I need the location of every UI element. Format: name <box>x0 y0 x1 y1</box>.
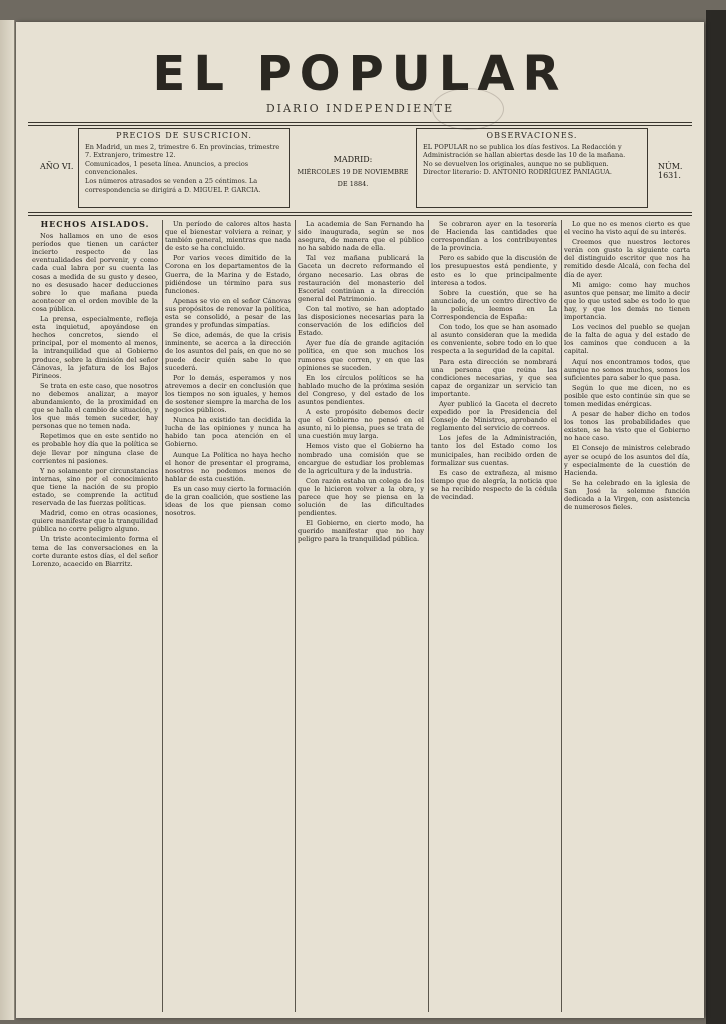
article-paragraph: Creemos que nuestros lectores verán con gusto la siguiente carta del distinguido escritor que nos ha remitido desde Alcalá, con fecha del día de ayer. <box>564 238 690 279</box>
column-heading: HECHOS AISLADOS. <box>40 220 150 229</box>
observations-box <box>416 128 648 208</box>
article-paragraph: Es caso de extrañeza, al mismo tiempo que de alegría, la noticia que se ha recibido respecto de la cédula de vecindad. <box>431 468 557 501</box>
issue-number: NÚM. 1631. <box>658 162 683 180</box>
article-paragraph: Se cobraron ayer en la tesorería de Hacienda las cantidades que correspondían a los contribuyentes de la provincia. <box>431 220 557 253</box>
column-divider <box>162 220 163 1012</box>
article-paragraph: Los vecinos del pueblo se quejan de la falta de agua y del estado de los caminos que conducen a la capital. <box>564 323 690 356</box>
article-paragraph: Mi amigo: como hay muchos asuntos que pensar, me limito a decir que lo que usted sabe es todo lo que hay, y que los demás no tienen importancia. <box>564 280 690 322</box>
article-paragraph: Y no solamente por circunstancias internas, sino por el conocimiento que tiene la nación de su propio estado, se comprende la actitud reservada de las fuerzas políticas. <box>32 466 158 508</box>
article-paragraph: Un período de calores altos hasta que el bienestar volviera a reinar, y también general, mientras que nada de esto se ha concluido. <box>165 220 291 253</box>
observations-line: No se devuelven los originales, aunque no se publiquen. <box>423 159 609 168</box>
article-paragraph: Según lo que me dicen, no es posible que esto continúe sin que se tomen medidas enérgicas. <box>564 383 690 408</box>
column-1 <box>32 220 158 1012</box>
article-paragraph: Ayer fue día de grande agitación política, en que son muchos los rumores que corren, y en que las opiniones se suceden. <box>298 339 424 372</box>
newspaper-subtitle: DIARIO INDEPENDIENTE <box>265 102 455 115</box>
subscription-line: Los números atrasados se venden a 25 céntimos. La correspondencia se dirigirá a D. MIGUEL P. GARCIA. <box>85 176 261 194</box>
article-paragraph: Ayer publicó la Gaceta el decreto expedido por la Presidencia del Consejo de Ministros, aprobando el reglamento del servicio de correos. <box>431 399 557 433</box>
header-rule <box>28 215 692 216</box>
article-paragraph: La academia de San Fernando ha sido inaugurada, según se nos asegura, de manera que el público no ha sabido nada de ella. <box>298 220 424 253</box>
observations-director: Director literario: D. ANTONIO RODRÍGUEZ PANIAGUA. <box>423 168 612 177</box>
subscription-line: En Madrid, un mes 2, trimestre 6. En provincias, trimestre 7. Extranjero, trimestre 12. <box>85 142 280 160</box>
article-paragraph: Nunca ha existido tan decidida la lucha de las opiniones y nunca ha habido tan poca atención en el Gobierno. <box>165 416 291 449</box>
article-paragraph: Sobre la cuestión, que se ha anunciado, de un centro directivo de la policía, leemos en La Correspondencia de España: <box>431 288 557 322</box>
article-paragraph: Es un caso muy cierto la formación de la gran coalición, que sostiene las ideas de los que piensan como nosotros. <box>165 484 291 518</box>
subscription-title: PRECIOS DE SUSCRICION. <box>116 131 252 140</box>
column-divider <box>428 220 429 1012</box>
article-columns <box>32 220 692 1012</box>
article-paragraph: Por varios veces dimitido de la Corona en los departamentos de la Guerra, de la Marina y de Estado, pidiéndose un término para sus funciones. <box>165 254 291 295</box>
column-divider <box>295 220 296 1012</box>
observations-line: EL POPULAR no se publica los días festivos. La Redacción y Administración se hallan abiertas desde las 10 de la mañana. <box>423 142 626 160</box>
article-paragraph: Para esta dirección se nombrará una persona que reúna las condiciones necesarias, y que sea capaz de organizar un servicio tan importante. <box>431 357 557 398</box>
article-paragraph: Un triste acontecimiento forma el tema de las conversaciones en la corte durante estos días, el del señor Lorenzo, acaecido en Biarritz. <box>32 535 158 568</box>
year-label: AÑO VI. <box>40 162 74 171</box>
article-paragraph: El Consejo de ministros celebrado ayer se ocupó de los asuntos del día, y especialmente de la cuestión de Hacienda. <box>564 444 690 477</box>
article-paragraph: Se trata en este caso, que nosotros no debemos analizar, a mayor abundamiento, de la proximidad en que se halla el cambio de situación, y los que más temen suceder, hay personas que no temen nada. <box>32 381 158 431</box>
header-rule <box>28 212 692 213</box>
article-paragraph: Madrid, como en otras ocasiones, quiere manifestar que la tranquilidad pública no corre peligro alguno. <box>32 509 158 534</box>
article-paragraph: Tal vez mañana publicará la Gaceta un decreto reformando el órgano necesario. Las obras de restauración del monasterio del Escorial continúan a la dirección general del Patrimonio. <box>298 254 424 303</box>
observations-title: OBSERVACIONES. <box>486 131 578 140</box>
column-divider <box>561 220 562 1012</box>
article-paragraph: Con todo, los que se han asomado al asunto consideran que la medida es conveniente, sobre todo en lo que respecta a la seguridad de la capital. <box>431 323 557 356</box>
article-paragraph: Hemos visto que el Gobierno ha nombrado una comisión que se encargue de estudiar los problemas de la agricultura y de la industria. <box>298 442 424 475</box>
article-paragraph: Aquí nos encontramos todos, que aunque no somos muchos, somos los suficientes para saber lo que pasa. <box>564 357 690 382</box>
article-paragraph: Por lo demás, esperamos y nos atrevemos a decir en conclusión que los tiempos no son iguales, y hemos de sostener siempre la marcha de los negocios públicos. <box>165 373 291 415</box>
library-stamp-icon <box>432 88 504 130</box>
dateline <box>294 154 412 190</box>
masthead <box>16 32 704 122</box>
column-2 <box>165 220 291 1012</box>
article-paragraph: A pesar de haber dicho en todos los tonos las probabilidades que existen, se ha visto que el Gobierno no hace caso. <box>564 410 690 443</box>
adjacent-page-edge <box>0 20 15 1020</box>
article-paragraph: Apenas se vio en el señor Cánovas sus propósitos de renovar la política, esta se consolidó, a pesar de las grandes y profundas simpatías. <box>165 296 291 330</box>
article-paragraph: Con razón estaba un colega de los que le hicieron volver a la obra, y parece que hoy se piensa en la solución de las dificultades pendientes. <box>298 476 424 518</box>
dateline-date: MIÉRCOLES 19 DE NOVIEMBRE DE 1884. <box>297 168 409 188</box>
header-rule <box>28 122 692 123</box>
article-paragraph: Aunque La Política no haya hecho el honor de presentar el programa, nosotros no podemos menos de hablar de esta cuestión. <box>165 450 291 483</box>
article-paragraph: En los círculos políticos se ha hablado mucho de la próxima sesión del Congreso, y del estado de los asuntos pendientes. <box>298 373 424 406</box>
column-5 <box>564 220 690 1012</box>
newspaper-title: EL POPULAR <box>152 46 568 102</box>
subscription-box <box>78 128 290 208</box>
subscription-line: Comunicados, 1 peseta línea. Anuncios, a precios convencionales. <box>85 159 249 177</box>
article-paragraph: Pero es sabido que la discusión de los presupuestos está pendiente, y esto es lo que principalmente interesa a todos. <box>431 254 557 287</box>
article-paragraph: Los jefes de la Administración, tanto los del Estado como los municipales, han recibido orden de formalizar sus cuentas. <box>431 434 557 467</box>
article-paragraph: Con tal motivo, se han adoptado las disposiciones necesarias para la conservación de los edificios del Estado. <box>298 304 424 338</box>
article-paragraph: Repetimos que en este sentido no es probable hoy día que la política se deje llevar por ninguna clase de corrientes ni pasiones. <box>32 432 158 465</box>
dateline-city: MADRID: <box>333 155 373 164</box>
article-paragraph: El Gobierno, en cierto modo, ha querido manifestar que no hay peligro para la tranquilidad pública. <box>298 519 424 544</box>
article-paragraph: Nos hallamos en uno de esos períodos que tienen un carácter incierto respecto de las eventualidades del porvenir, y como cada cual labra por su cuenta las cosas a medida de su gusto y deseo, no es desusado hacer deducciones sobre lo que mañana pueda acontecer en el orden movible de la cosa pública. <box>32 232 158 313</box>
article-paragraph: Lo que no es menos cierto es que el vecino ha visto aquí de su interés. <box>564 220 690 237</box>
newspaper-page <box>16 22 704 1018</box>
article-paragraph: A este propósito debemos decir que el Gobierno no pensó en el asunto, ni lo piensa, pues se trata de una cuestión muy larga. <box>298 408 424 441</box>
article-paragraph: La prensa, especialmente, refleja esta inquietud, apoyándose en hechos concretos, siendo el principal, por el momento al menos, la intranquilidad que al Gobierno produce, sobre la dimisión del señor Cánovas, la jefatura de los Bajos Pirineos. <box>32 315 158 380</box>
column-3 <box>298 220 424 1012</box>
column-4 <box>431 220 557 1012</box>
article-paragraph: Se ha celebrado en la iglesia de San José la solemne función dedicada a la Virgen, con asistencia de numerosos fieles. <box>564 478 690 512</box>
binding-edge <box>706 10 726 1024</box>
header-rule <box>28 125 692 126</box>
article-paragraph: Se dice, además, de que la crisis inminente, se acerca a la dirección de los asuntos del país, en que no se puede decir quién sabe lo que sucederá. <box>165 331 291 372</box>
